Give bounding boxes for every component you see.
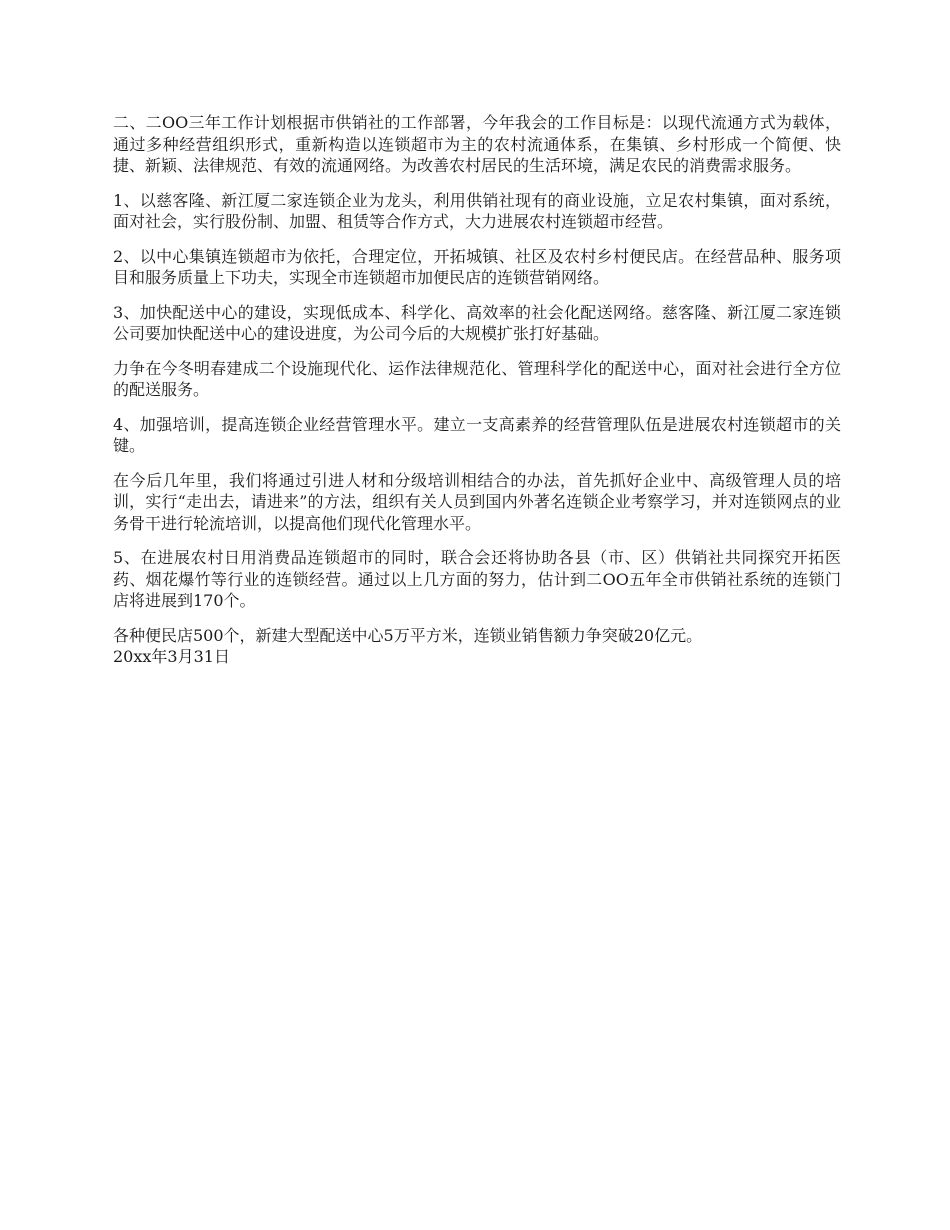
document-body xyxy=(113,112,841,668)
document-date: 20xx年3月31日 xyxy=(113,647,230,666)
paragraph-item-5-continued: 各种便民店500个，新建大型配送中心5万平方米，连锁业销售额力争突破20亿元。 xyxy=(113,625,703,645)
paragraph-item-5: 5、在进展农村日用消费品连锁超市的同时，联合会还将协助各县（市、区）供销社共同探究开拓医药、烟花爆竹等行业的连锁经营。通过以上几方面的努力，估计到二OO五年全市供销社系统的连锁门店将进展到170个。 xyxy=(113,548,841,610)
paragraph-item-3: 3、加快配送中心的建设，实现低成本、科学化、高效率的社会化配送网络。慈客隆、新江厦二家连锁公司要加快配送中心的建设进度，为公司今后的大规模扩张打好基础。 xyxy=(113,302,841,343)
paragraph-item-2: 2、以中心集镇连锁超市为依托，合理定位，开拓城镇、社区及农村乡村便民店。在经营品种、服务项目和服务质量上下功夫，实现全市连锁超市加便民店的连锁营销网络。 xyxy=(113,246,841,287)
paragraph-item-1: 1、以慈客隆、新江厦二家连锁企业为龙头，利用供销社现有的商业设施，立足农村集镇，面对系统，面对社会，实行股份制、加盟、租赁等合作方式，大力进展农村连锁超市经营。 xyxy=(113,190,841,231)
paragraph-item-3-continued: 力争在今冬明春建成二个设施现代化、运作法律规范化、管理科学化的配送中心，面对社会进行全方位的配送服务。 xyxy=(113,358,841,399)
paragraph-item-4-continued: 在今后几年里，我们将通过引进人材和分级培训相结合的办法，首先抓好企业中、高级管理人员的培训，实行“走出去，请进来”的方法，组织有关人员到国内外著名连锁企业考察学习，并对连锁网点的业务骨干进行轮流培训，以提高他们现代化管理水平。 xyxy=(113,470,841,533)
paragraph-item-4: 4、加强培训，提高连锁企业经营管理水平。建立一支高素养的经营管理队伍是进展农村连锁超市的关键。 xyxy=(113,414,841,455)
paragraph-work-plan: 二、二OO三年工作计划根据市供销社的工作部署，今年我会的工作目标是：以现代流通方式为载体，通过多种经营组织形式，重新构造以连锁超市为主的农村流通体系，在集镇、乡村形成一个简便、快捷、新颖、法律规范、有效的流通网络。为改善农村居民的生活环境，满足农民的消费需求服务。 xyxy=(113,113,841,175)
